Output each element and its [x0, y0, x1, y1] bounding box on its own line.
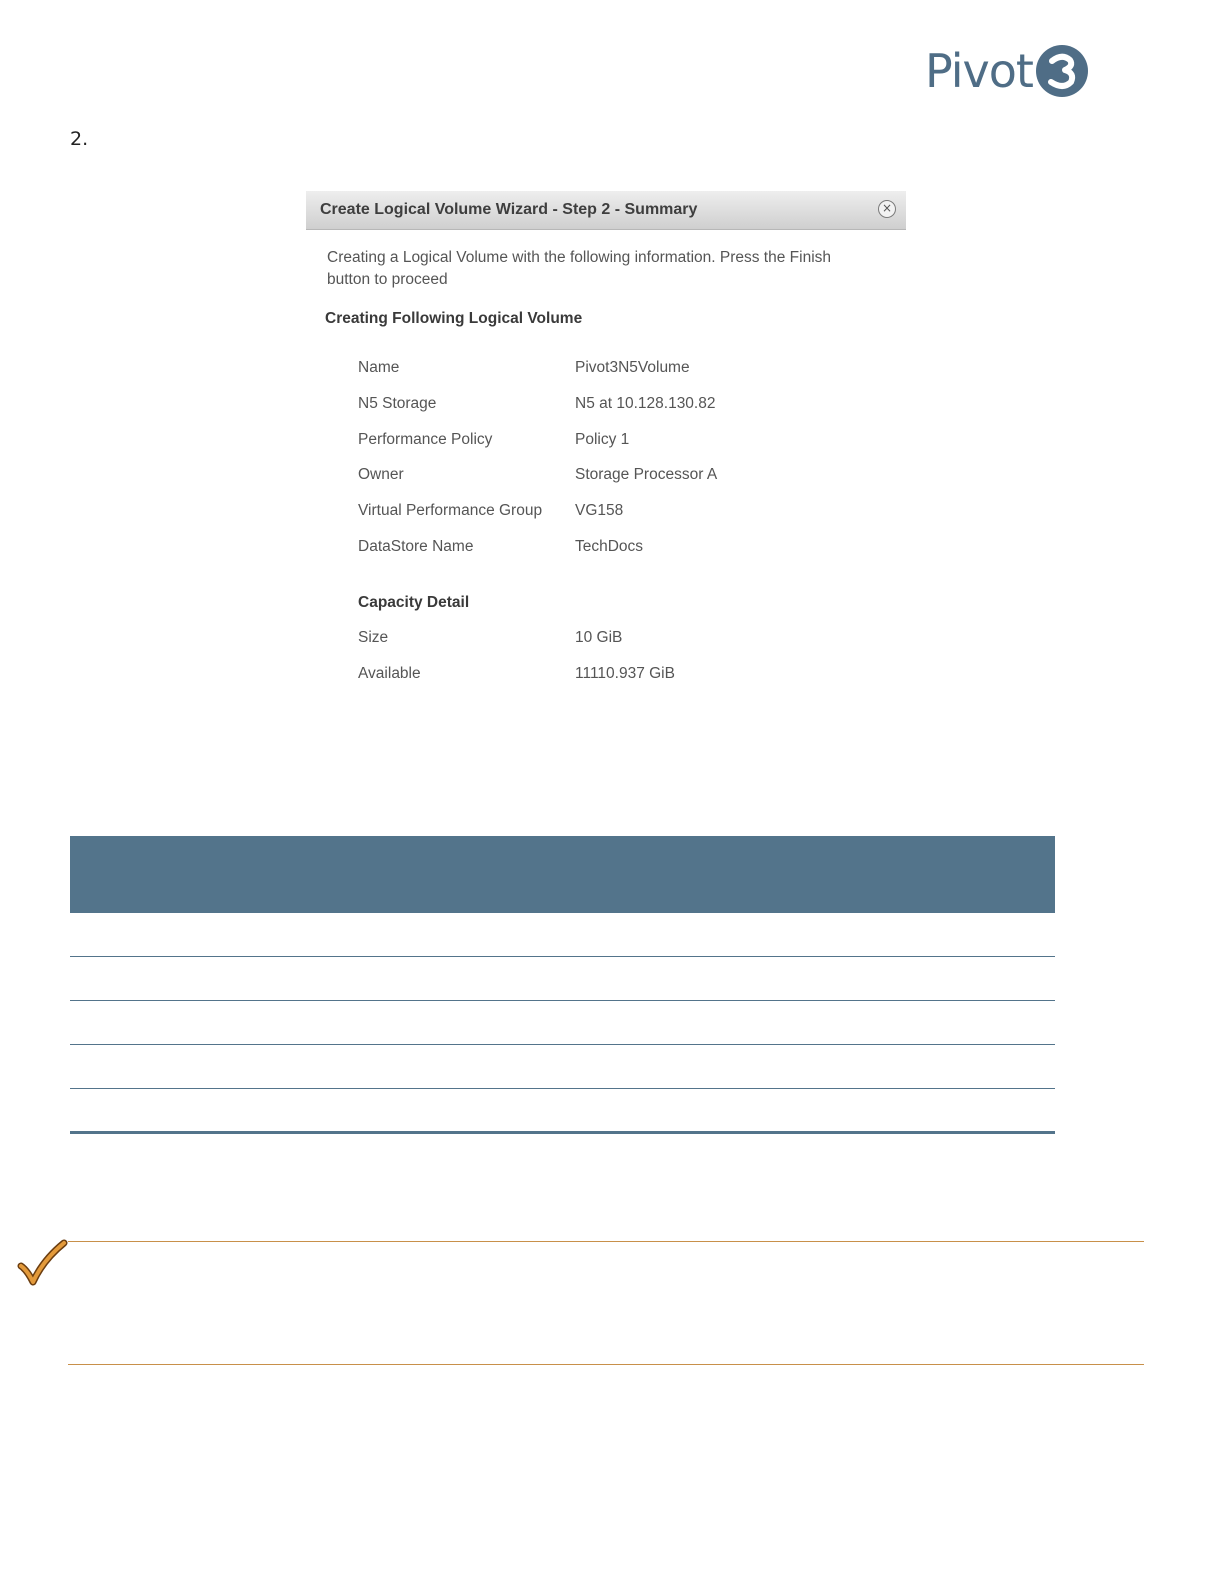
table-row [70, 1001, 1055, 1045]
detail-label: Owner [358, 466, 404, 483]
detail-value: VG158 [575, 502, 624, 519]
table-header [70, 836, 1055, 913]
close-icon[interactable]: × [878, 200, 896, 218]
detail-row-size [358, 629, 878, 653]
logo-text: Pivot [925, 44, 1033, 98]
detail-value: TechDocs [575, 538, 644, 555]
detail-row-available [358, 665, 878, 689]
table-row [70, 913, 1055, 957]
detail-label: Performance Policy [358, 431, 493, 448]
detail-row-performance-policy [358, 431, 878, 455]
detail-label: Size [358, 629, 389, 646]
table-row [70, 1045, 1055, 1089]
intro-line: Creating a Logical Volume with the following information. Press the Finish [327, 249, 832, 266]
dialog-intro [327, 247, 887, 291]
logo-three-icon [1035, 44, 1089, 98]
detail-label: Name [358, 359, 400, 376]
dialog-subheading: Creating Following Logical Volume [325, 310, 583, 327]
dialog-titlebar [306, 191, 906, 230]
detail-label: Available [358, 665, 421, 682]
detail-value: 11110.937 GiB [575, 665, 675, 682]
table-row [70, 957, 1055, 1001]
detail-row-datastore-name [358, 538, 878, 562]
detail-row-virtual-performance-group [358, 502, 878, 526]
pivot3-logo [925, 42, 1089, 100]
create-logical-volume-dialog [306, 191, 906, 711]
detail-value: Pivot3N5Volume [575, 359, 690, 376]
detail-label: DataStore Name [358, 538, 474, 555]
document-table [70, 836, 1055, 1134]
note-box [68, 1241, 1144, 1365]
table-row [70, 1089, 1055, 1134]
detail-value: Policy 1 [575, 431, 630, 448]
checkmark-icon [16, 1238, 68, 1288]
step-number: 2. [70, 128, 89, 150]
detail-row-owner [358, 466, 878, 490]
intro-line: button to proceed [327, 271, 448, 288]
dialog-title: Create Logical Volume Wizard - Step 2 - Summary [320, 201, 698, 218]
detail-value: Storage Processor A [575, 466, 718, 483]
detail-row-name [358, 359, 878, 383]
detail-label: Virtual Performance Group [358, 502, 543, 519]
detail-label: N5 Storage [358, 395, 437, 412]
capacity-heading: Capacity Detail [358, 594, 470, 611]
detail-row-n5-storage [358, 395, 878, 419]
detail-value: N5 at 10.128.130.82 [575, 395, 716, 412]
detail-value: 10 GiB [575, 629, 623, 646]
